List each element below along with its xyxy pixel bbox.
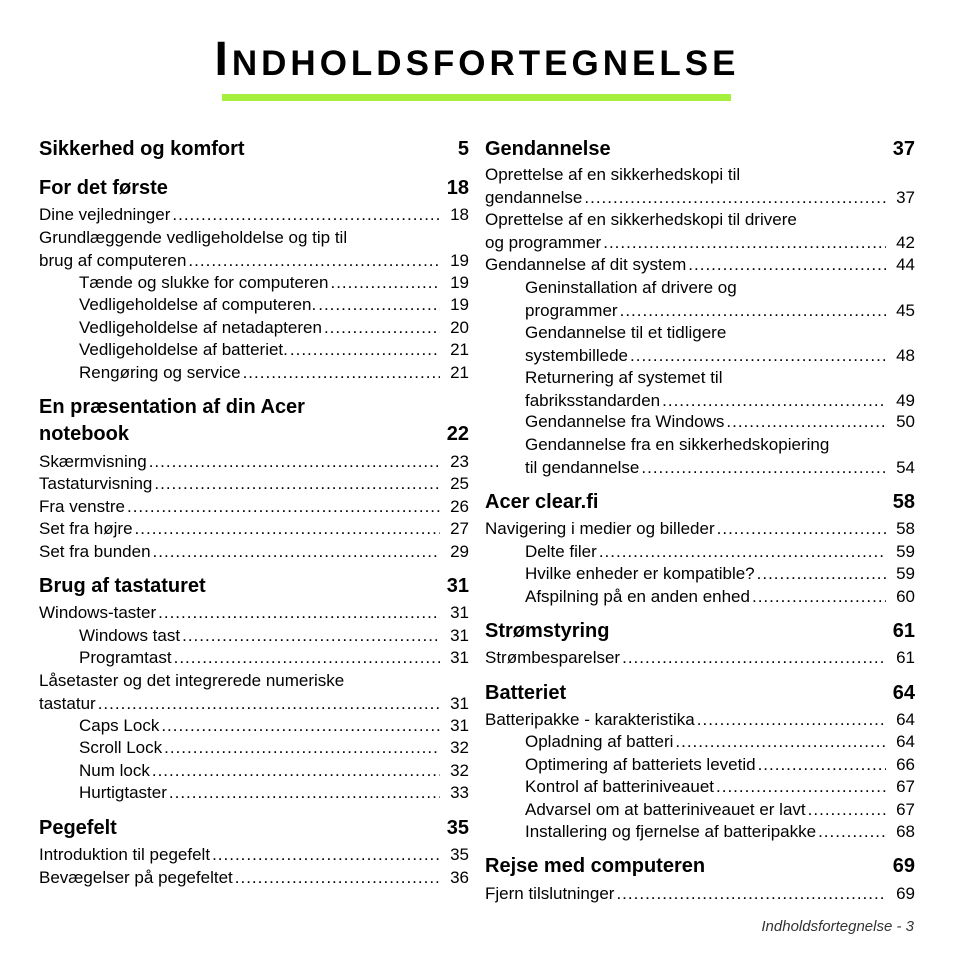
- page-title: [0, 32, 954, 87]
- toc-entry[interactable]: [39, 204, 469, 227]
- toc-entry[interactable]: [525, 277, 915, 322]
- toc-entry-page-number: 21: [450, 340, 469, 359]
- toc-entry-page-number: 23: [450, 452, 469, 471]
- toc-entry-label: Tastaturvisning: [39, 474, 153, 493]
- dot-leader: [603, 232, 886, 255]
- toc-section-heading[interactable]: [485, 488, 915, 516]
- toc-section-title: Gendannelse: [485, 138, 611, 160]
- dot-leader: [161, 715, 440, 738]
- toc-entry-label: Hurtigtaster: [79, 783, 167, 802]
- toc-section-page-number: 61: [892, 620, 915, 642]
- toc-entry-label: Bevægelser på pegefeltet: [39, 868, 233, 887]
- dot-leader: [808, 799, 886, 822]
- toc-entry-label: Rengøring og service: [79, 363, 241, 382]
- toc-entry-label: Dine vejledninger: [39, 205, 171, 224]
- toc-entry[interactable]: [485, 647, 915, 670]
- toc-entry-label: Batteripakke - karakteristika: [485, 710, 695, 729]
- toc-entry-page-number: 35: [450, 845, 469, 864]
- toc-entry-page-number: 54: [896, 457, 915, 477]
- toc-entry[interactable]: [485, 883, 915, 906]
- dot-leader: [152, 760, 440, 783]
- toc-section-heading[interactable]: [39, 393, 469, 421]
- page-footer: Indholdsfortegnelse - 3: [761, 918, 914, 935]
- dot-leader: [174, 647, 440, 670]
- toc-entry-page-number: 49: [896, 390, 915, 410]
- toc-section-page-number: 35: [446, 817, 469, 839]
- toc-entry-page-number: 31: [450, 716, 469, 735]
- toc-entry-page-number: 19: [450, 273, 469, 292]
- toc-entry-label: Optimering af batteriets levetid: [525, 755, 756, 774]
- toc-section-title: Brug af tastaturet: [39, 575, 206, 597]
- toc-entry-page-number: 33: [450, 783, 469, 802]
- dot-leader: [243, 362, 440, 385]
- dot-leader: [98, 693, 440, 716]
- toc-entry-page-number: 42: [896, 232, 915, 252]
- dot-leader: [726, 411, 886, 434]
- toc-entry-label: Skærmvisning: [39, 452, 147, 471]
- toc-section-title: For det første: [39, 177, 168, 199]
- dot-leader: [818, 821, 886, 844]
- toc-entry[interactable]: [79, 647, 469, 670]
- toc-entry[interactable]: [39, 844, 469, 867]
- toc-section-title: En præsentation af din Acer: [39, 396, 305, 418]
- toc-entry[interactable]: [79, 272, 469, 295]
- toc-entry[interactable]: [39, 670, 469, 715]
- toc-entry[interactable]: [39, 451, 469, 474]
- dot-leader: [622, 647, 886, 670]
- dot-leader: [599, 541, 886, 564]
- toc-entry-page-number: 59: [896, 564, 915, 583]
- toc-entry-label: Gendannelse til et tidligere: [525, 323, 727, 342]
- toc-entry-page-number: 19: [450, 295, 469, 314]
- toc-entry[interactable]: [485, 209, 915, 254]
- toc-entry-label: brug af computeren: [39, 250, 187, 270]
- toc-entry-label: tastatur: [39, 693, 96, 713]
- dot-leader: [688, 254, 886, 277]
- toc-entry-label: og programmer: [485, 232, 602, 252]
- dot-leader: [662, 390, 886, 413]
- toc-entry-page-number: 67: [896, 777, 915, 796]
- toc-entry-label: Installering og fjernelse af batteripakke: [525, 822, 817, 841]
- toc-entry[interactable]: [525, 541, 915, 564]
- toc-entry-page-number: 29: [450, 542, 469, 561]
- toc-section-title: Batteriet: [485, 682, 567, 704]
- toc-entry-label: Set fra bunden: [39, 542, 151, 561]
- toc-section-title: Acer clear.fi: [485, 491, 599, 513]
- toc-entry[interactable]: [79, 760, 469, 783]
- toc-entry-label: Vedligeholdelse af batteriet.: [79, 340, 288, 359]
- toc-entry-label: Navigering i medier og billeder: [485, 519, 715, 538]
- toc-entry-label: Windows tast: [79, 626, 181, 645]
- dot-leader: [641, 457, 886, 480]
- toc-section-heading[interactable]: [485, 852, 915, 880]
- toc-section-page-number: 69: [892, 855, 915, 877]
- toc-entry-label: Introduktion til pegefelt: [39, 845, 211, 864]
- toc-entry-label: Låsetaster og det integrerede numeriske: [39, 671, 345, 690]
- toc-entry-page-number: 59: [896, 542, 915, 561]
- toc-entry[interactable]: [39, 602, 469, 625]
- toc-entry-label: Hvilke enheder er kompatible?: [525, 564, 755, 583]
- toc-section-heading[interactable]: [39, 135, 469, 163]
- toc-entry-label: Grundlæggende vedligeholdelse og tip til: [39, 228, 348, 247]
- dot-leader: [616, 883, 886, 906]
- toc-entry-label: Strømbesparelser: [485, 648, 621, 667]
- toc-entry-label: Fjern tilslutninger: [485, 884, 615, 903]
- toc-entry-page-number: 31: [450, 693, 469, 713]
- toc-entry[interactable]: [525, 586, 915, 609]
- dot-leader: [182, 625, 440, 648]
- toc-entry-page-number: 18: [450, 205, 469, 224]
- toc-entry-page-number: 25: [450, 474, 469, 493]
- toc-section-heading[interactable]: [485, 617, 915, 645]
- dot-leader: [675, 731, 886, 754]
- toc-entry-page-number: 36: [450, 868, 469, 887]
- toc-entry[interactable]: [79, 737, 469, 760]
- dot-leader: [188, 250, 440, 273]
- dot-leader: [290, 339, 440, 362]
- toc-section-heading[interactable]: [39, 814, 469, 842]
- toc-entry[interactable]: [79, 625, 469, 648]
- toc-entry[interactable]: [485, 164, 915, 209]
- toc-entry-label: Opladning af batteri: [525, 732, 674, 751]
- dot-leader: [620, 300, 886, 323]
- dot-leader: [158, 602, 440, 625]
- toc-entry[interactable]: [39, 867, 469, 890]
- toc-entry[interactable]: [525, 799, 915, 822]
- toc-entry-label: programmer: [525, 300, 618, 320]
- toc-entry[interactable]: [525, 367, 915, 412]
- toc-entry-page-number: 32: [450, 738, 469, 757]
- page-title-rest: NDHOLDSFORTEGNELSE: [231, 44, 740, 83]
- toc-section-page-number: 58: [892, 491, 915, 513]
- toc-entry[interactable]: [525, 563, 915, 586]
- dot-leader: [330, 272, 440, 295]
- toc-entry-label: Vedligeholdelse af computeren.: [79, 295, 317, 314]
- toc-entry-page-number: 45: [896, 300, 915, 320]
- toc-entry-label: til gendannelse: [525, 457, 640, 477]
- dot-leader: [717, 518, 886, 541]
- toc-section-page-number: 22: [446, 423, 469, 445]
- dot-leader: [630, 345, 886, 368]
- toc-entry[interactable]: [525, 754, 915, 777]
- dot-leader: [584, 187, 886, 210]
- dot-leader: [149, 451, 440, 474]
- toc-section-heading[interactable]: [39, 174, 469, 202]
- toc-entry-page-number: 31: [450, 603, 469, 622]
- toc-entry-label: Oprettelse af en sikkerhedskopi til drivere: [485, 210, 797, 229]
- toc-section-heading[interactable]: [485, 679, 915, 707]
- dot-leader: [697, 709, 886, 732]
- toc-entry[interactable]: [79, 782, 469, 805]
- toc-entry-page-number: 37: [896, 187, 915, 207]
- dot-leader: [757, 563, 886, 586]
- toc-entry-label: Programtast: [79, 648, 172, 667]
- toc-entry[interactable]: [525, 411, 915, 434]
- toc-entry-page-number: 64: [896, 732, 915, 751]
- toc-entry-label: Num lock: [79, 761, 150, 780]
- dot-leader: [324, 317, 440, 340]
- toc-entry-page-number: 68: [896, 822, 915, 841]
- toc-entry[interactable]: [525, 434, 915, 479]
- toc-entry-page-number: 61: [896, 648, 915, 667]
- toc-entry-label: Delte filer: [525, 542, 597, 561]
- toc-entry[interactable]: [525, 776, 915, 799]
- toc-entry-page-number: 69: [896, 884, 915, 903]
- title-underline: [222, 94, 731, 101]
- toc-entry-label: Windows-taster: [39, 603, 157, 622]
- dot-leader: [127, 496, 440, 519]
- toc-entry-page-number: 60: [896, 587, 915, 606]
- toc-entry[interactable]: [79, 339, 469, 362]
- toc-entry-label: Advarsel om at batteriniveauet er lavt: [525, 800, 806, 819]
- dot-leader: [758, 754, 886, 777]
- toc-entry-label: fabriksstandarden: [525, 390, 661, 410]
- toc-section-title: notebook: [39, 423, 129, 445]
- toc-entry[interactable]: [39, 541, 469, 564]
- toc-entry-page-number: 58: [896, 519, 915, 538]
- toc-entry-page-number: 64: [896, 710, 915, 729]
- toc-entry-page-number: 48: [896, 345, 915, 365]
- toc-entry[interactable]: [39, 227, 469, 272]
- dot-leader: [318, 294, 440, 317]
- dot-leader: [716, 776, 886, 799]
- dot-leader: [135, 518, 440, 541]
- toc-section-page-number: 64: [892, 682, 915, 704]
- toc-entry-page-number: 44: [896, 255, 915, 274]
- toc-section-page-number: 18: [446, 177, 469, 199]
- toc-entry-page-number: 32: [450, 761, 469, 780]
- toc-entry[interactable]: [79, 362, 469, 385]
- toc-entry[interactable]: [39, 518, 469, 541]
- toc-entry-page-number: 19: [450, 250, 469, 270]
- toc-section-title: Sikkerhed og komfort: [39, 138, 245, 160]
- toc-entry-label: Caps Lock: [79, 716, 160, 735]
- toc-entry-label: Fra venstre: [39, 497, 125, 516]
- toc-section-heading[interactable]: [39, 572, 469, 600]
- toc-entry-label: Set fra højre: [39, 519, 133, 538]
- toc-entry[interactable]: [485, 709, 915, 732]
- dot-leader: [154, 473, 440, 496]
- toc-section-page-number: 31: [446, 575, 469, 597]
- page-title-first-letter: I: [214, 33, 232, 86]
- toc-entry-page-number: 31: [450, 626, 469, 645]
- toc-entry[interactable]: [79, 294, 469, 317]
- dot-leader: [752, 586, 886, 609]
- toc-entry[interactable]: [525, 821, 915, 844]
- toc-entry[interactable]: [79, 715, 469, 738]
- toc-entry[interactable]: [39, 496, 469, 519]
- toc-entry-label: Oprettelse af en sikkerhedskopi til: [485, 165, 741, 184]
- toc-entry-page-number: 26: [450, 497, 469, 516]
- toc-entry[interactable]: [485, 518, 915, 541]
- toc-entry-label: systembillede: [525, 345, 628, 365]
- toc-section-heading[interactable]: [485, 135, 915, 163]
- toc-entry[interactable]: [525, 731, 915, 754]
- toc-section-title: Strømstyring: [485, 620, 610, 642]
- toc-section-heading[interactable]: [39, 420, 469, 448]
- toc-section-title: Pegefelt: [39, 817, 117, 839]
- toc-entry-page-number: 21: [450, 363, 469, 382]
- toc-entry-page-number: 50: [896, 412, 915, 431]
- toc-entry-label: Tænde og slukke for computeren: [79, 273, 329, 292]
- toc-entry[interactable]: [79, 317, 469, 340]
- toc-entry-page-number: 67: [896, 800, 915, 819]
- toc-entry[interactable]: [39, 473, 469, 496]
- toc-entry[interactable]: [485, 254, 915, 277]
- toc-entry-page-number: 27: [450, 519, 469, 538]
- dot-leader: [169, 782, 440, 805]
- toc-section-title: Rejse med computeren: [485, 855, 706, 877]
- toc-entry-page-number: 66: [896, 755, 915, 774]
- toc-entry-label: Returnering af systemet til: [525, 368, 723, 387]
- toc-entry-label: Gendannelse fra Windows: [525, 412, 725, 431]
- dot-leader: [235, 867, 440, 890]
- toc-section-page-number: 37: [892, 138, 915, 160]
- toc-entry-label: Afspilning på en anden enhed: [525, 587, 750, 606]
- toc-entry-label: Gendannelse fra en sikkerhedskopiering: [525, 435, 830, 454]
- toc-entry-label: Geninstallation af drivere og: [525, 278, 737, 297]
- toc-section-page-number: 5: [457, 138, 469, 160]
- toc-entry-label: Kontrol af batteriniveauet: [525, 777, 715, 796]
- toc-entry-page-number: 20: [450, 318, 469, 337]
- dot-leader: [164, 737, 440, 760]
- toc-entry-label: Scroll Lock: [79, 738, 163, 757]
- dot-leader: [212, 844, 440, 867]
- toc-entry-label: gendannelse: [485, 187, 583, 207]
- toc-entry-label: Gendannelse af dit system: [485, 255, 687, 274]
- dot-leader: [172, 204, 440, 227]
- dot-leader: [153, 541, 440, 564]
- toc-entry-label: Vedligeholdelse af netadapteren: [79, 318, 322, 337]
- toc-entry-page-number: 31: [450, 648, 469, 667]
- toc-entry[interactable]: [525, 322, 915, 367]
